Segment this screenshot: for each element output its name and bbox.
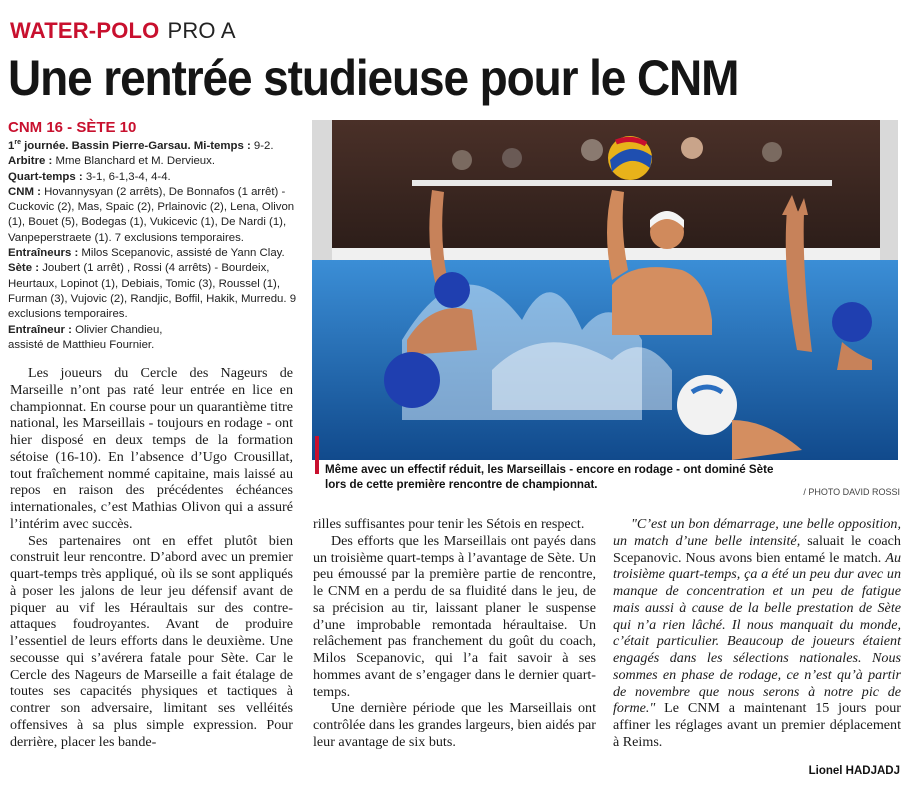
paragraph: Une dernière période que les Marseillais ont contrôlée dans les grandes largeurs, bien aidés par leur avantage de six buts. [313,700,596,750]
quote-text-2: Le CNM a maintenant 15 jours pour affiner les réglages avant un premier déplacement à Reims. [613,700,901,750]
quote-part-2: Au troisième quart-temps, ça a été un peu dur avec un manque de concentration et un peu de fatigue mais aussi à cause de la belle prestation de Sète qui n’a rien lâché. Il nous manquait du monde, c’était particulier. Beaucoup de joueurs étaient engagés dans les sélections nationales. Nous sommes en phase de rodage, ce n’est qu’à partir de novembre que nous serons à notre pic de forme." [613,549,901,717]
match-score: CNM 16 - SÈTE 10 [8,119,137,136]
headline: Une rentrée studieuse pour le CNM [8,50,739,106]
cnm-coaches: Entraîneurs : Milos Scepanovic, assisté de Yann Clay. [8,247,285,260]
quote-paragraph [613,516,901,751]
match-info: 1re journée. Bassin Pierre-Garsau. Mi-temps : 9-2. [8,139,274,152]
match-photo [312,120,898,460]
match-sheet [8,118,308,353]
referee-line: Arbitre : Mme Blanchard et M. Dervieux. [8,155,216,168]
caption-accent-bar [315,436,319,474]
kicker-sport: WATER-POLO [10,18,160,43]
paragraph: rilles suffisantes pour tenir les Sétois en respect. [313,516,585,532]
article-column-1 [10,365,293,750]
cnm-lineup: CNM : Hovannysyan (2 arrêts), De Bonnafos (1 arrêt) - Cuckovic (2), Mas, Spaic (2), Prlainovic (2), Lena, Olivon (1), Bouet (5), Bodegas (1), Vukicevic (1), De Nardi (1), Vanpeperstraete (1). 7 exclusions temporaires. [8,185,295,244]
sete-lineup: Sète : Joubert (1 arrêt) , Rossi (4 arrêts) - Bourdeix, Heurtaux, Lopinot (1), Debiais, Tomic (3), Roussel (1), Furman (3), Vujovic (2), Randjic, Boffil, Hakik, Murredu. 9 exclusions temporaires. [8,262,297,321]
quarters-line: Quart-temps : 3-1, 6-1,3-4, 4-4. [8,170,171,183]
quote-part-1: "C’est un bon démarrage, une belle opposition, un match d’une belle intensité, [613,516,901,549]
sete-coach: Entraîneur : Olivier Chandieu, assisté de Matthieu Fournier. [8,323,163,351]
author-signature: Lionel HADJADJ [808,765,900,777]
paragraph: Des efforts que les Marseillais ont payés dans un troisième quart-temps à l’avantage de Sète. Un peu émoussé par la première partie de rencontre, le CNM en a perdu de sa fluidité dans le jeu, de sa précision au tir, laissant planer le suspense d’une improbable remontada héraultaise. Un relâchement pas franchement du goût du coach, Milos Scepanovic, qui l’a fait savoir à ses hommes avant de s’engager dans le dernier quart-temps. [313,532,596,700]
caption-line-1: Même avec un effectif réduit, les Marseillais - encore en rodage - ont dominé Sète [325,463,774,476]
paragraph: Les joueurs du Cercle des Nageurs de Marseille n’ont pas raté leur entrée en lice en championnat. En course pour un quarantième titre national, les Marseillais - toujours en rodage - ont hier disposé en deux temps de la formation sétoise (16-10). En l’absence d’Ugo Crousillat, tout fraîchement nommé capitaine, mais laissé au repos en raison des précédentes échéances internationales, c’est Mathias Olivon qui a assuré l’intérim avec succès. [10,365,293,532]
kicker-division: PRO A [167,18,236,43]
quote-text-1: saluait le coach Scepanovic. Nous avons bien entamé le match. [613,532,901,566]
caption-line-2: lors de cette première rencontre de championnat. [325,478,598,491]
photo-credit: / PHOTO DAVID ROSSI [803,487,900,497]
kicker [10,18,236,44]
paragraph: Ses partenaires ont en effet plutôt bien construit leur rencontre. D’abord avec un premier quart-temps très appliqué, où ils se sont appliqués à poser les jalons de leur jeu défensif avant de piquer au vif les Héraultais sur des contre-attaques foudroyantes. Avant de produire l’essentiel de leurs efforts dans le deuxième. Une secousse qui s’avérera fatale pour Sète. Car le Cercle des Nageurs de Marseille a fait étalage de toutes ses capacités physiques et tactiques à contrer son adversaire, limitant ses velléités offensives à sa plus simple expression. Pour derrière, placer les bande- [10,532,293,750]
article-column-2 [313,516,596,751]
article-column-3 [613,516,901,751]
photo-illustration [312,120,898,460]
